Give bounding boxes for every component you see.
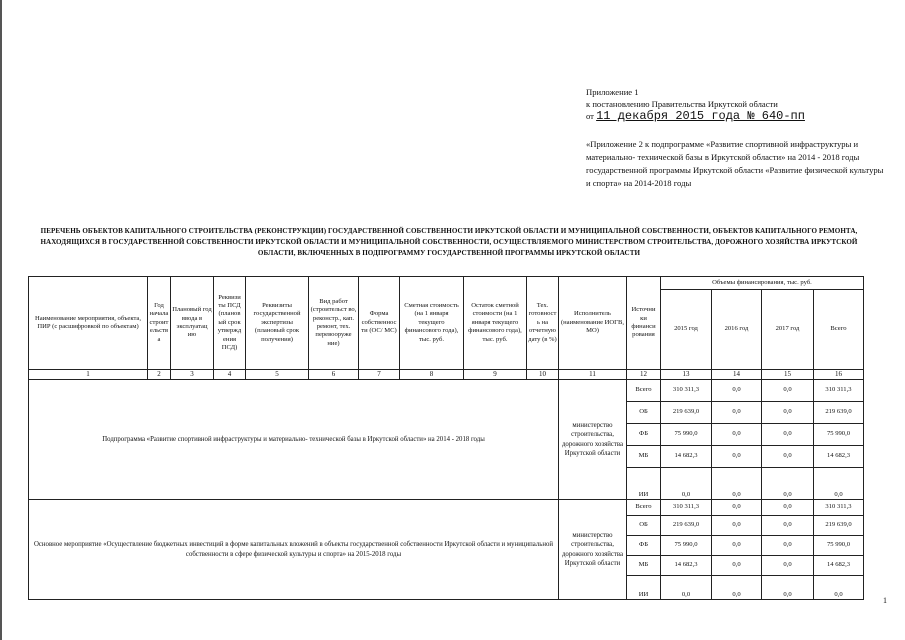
column-numbers-row: [29, 370, 864, 380]
source-cell: Всего: [627, 500, 661, 516]
col-number: 16: [814, 370, 864, 380]
table-row: [29, 380, 864, 402]
amount-total: 219 639,0: [814, 402, 864, 424]
amount-2017: 0,0: [762, 468, 814, 500]
source-cell: ОБ: [627, 516, 661, 536]
amount-total: 219 639,0: [814, 516, 864, 536]
amount-2015: 219 639,0: [661, 516, 712, 536]
col-number: 15: [762, 370, 814, 380]
amount-2015: 0,0: [661, 576, 712, 600]
source-cell: ОБ: [627, 402, 661, 424]
col-number: 3: [171, 370, 214, 380]
header-psd: Реквизи ты ПСД (планов ый срок утвержд ения ПСД): [214, 277, 246, 370]
header-2015: 2015 год: [661, 290, 712, 370]
amount-total: 0,0: [814, 468, 864, 500]
header-expertise: Реквизиты государственной экспертизы (плановый срок получения): [246, 277, 309, 370]
amount-2017: 0,0: [762, 500, 814, 516]
col-number: 9: [464, 370, 527, 380]
amount-2015: 75 990,0: [661, 424, 712, 446]
annex-line-2: к постановлению Правительства Иркутской области: [586, 99, 778, 109]
amount-2015: 14 682,3: [661, 446, 712, 468]
amount-2016: 0,0: [712, 536, 762, 556]
source-cell: ИИ: [627, 576, 661, 600]
amount-2015: 75 990,0: [661, 536, 712, 556]
source-cell: ФБ: [627, 536, 661, 556]
amount-2017: 0,0: [762, 424, 814, 446]
col-number: 14: [712, 370, 762, 380]
header-funding-group: Объемы финансирования, тыс. руб.: [661, 277, 864, 290]
header-planned-year: Плановый год ввода в эксплуатац ию: [171, 277, 214, 370]
amount-total: 310 311,3: [814, 500, 864, 516]
source-cell: ФБ: [627, 424, 661, 446]
subprogram-name: Подпрограмма «Развитие спортивной инфраструктуры и материально- технической базы в Иркутской области» на 2014 - 2018 годы: [29, 380, 559, 500]
amount-total: 75 990,0: [814, 424, 864, 446]
scan-edge: [0, 0, 2, 640]
amount-2017: 0,0: [762, 556, 814, 576]
col-number: 7: [359, 370, 400, 380]
header-start-year: Год начала строит ельств а: [148, 277, 171, 370]
annex-date-prefix: от: [586, 111, 594, 121]
objects-table: [28, 276, 864, 600]
amount-2015: 310 311,3: [661, 380, 712, 402]
amount-2015: 219 639,0: [661, 402, 712, 424]
col-number: 8: [400, 370, 464, 380]
amount-total: 75 990,0: [814, 536, 864, 556]
annex-line-3: [586, 110, 886, 122]
amount-2016: 0,0: [712, 446, 762, 468]
annex-quote: «Приложение 2 к подпрограмме «Развитие спортивной инфраструктуры и материально- технической базы в Иркутской области» на 2014 - 2018 годы государственной программы Иркутской области «Развитие физической культуры и спорта» на 2014-2018 годы: [586, 139, 884, 188]
col-number: 1: [29, 370, 148, 380]
col-number: 11: [559, 370, 627, 380]
amount-2016: 0,0: [712, 516, 762, 536]
annex-date-stamp: 11 декабря 2015 года № 640-пп: [596, 109, 805, 123]
executor-cell: министерство строительства, дорожного хозяйства Иркутской области: [559, 380, 627, 500]
source-cell: Всего: [627, 380, 661, 402]
amount-total: 310 311,3: [814, 380, 864, 402]
col-number: 13: [661, 370, 712, 380]
header-executor: Исполнитель (наименование ИОГВ, МО): [559, 277, 627, 370]
amount-total: 14 682,3: [814, 556, 864, 576]
header-2017: 2017 год: [762, 290, 814, 370]
amount-2017: 0,0: [762, 576, 814, 600]
executor-cell: министерство строительства, дорожного хозяйства Иркутской области: [559, 500, 627, 600]
amount-2017: 0,0: [762, 446, 814, 468]
annex-block: [586, 86, 886, 190]
amount-2017: 0,0: [762, 536, 814, 556]
amount-2016: 0,0: [712, 468, 762, 500]
page-number: 1: [883, 596, 887, 605]
col-number: 2: [148, 370, 171, 380]
col-number: 5: [246, 370, 309, 380]
amount-2016: 0,0: [712, 576, 762, 600]
amount-2016: 0,0: [712, 500, 762, 516]
annex-line-1: Приложение 1: [586, 87, 639, 97]
amount-2015: 14 682,3: [661, 556, 712, 576]
amount-2016: 0,0: [712, 556, 762, 576]
amount-2017: 0,0: [762, 380, 814, 402]
document-title: ПЕРЕЧЕНЬ ОБЪЕКТОВ КАПИТАЛЬНОГО СТРОИТЕЛЬСТВА (РЕКОНСТРУКЦИИ) ГОСУДАРСТВЕННОЙ СОБСТВЕННОСТИ ИРКУТСКОЙ ОБЛАСТИ И МУНИЦИПАЛЬНОЙ СОБСТВЕННОСТИ, ОБЪЕКТОВ КАПИТАЛЬНОГО РЕМОНТА, НАХОДЯЩИХСЯ В ГОСУДАРСТВЕННОЙ СОБСТВЕННОСТИ ИРКУТСКОЙ ОБЛАСТИ И МУНИЦИПАЛЬНОЙ СОБСТВЕННОСТИ, ОСУЩЕСТВЛЯЕМОГО МИНИСТЕРСТВОМ СТРОИТЕЛЬСТВА, ДОРОЖНОГО ХОЗЯЙСТВА ИРКУТСКОЙ ОБЛАСТИ, ВКЛЮЧЕННЫХ В ПОДПРОГРАММУ ГОСУДАРСТВЕННОЙ ПРОГРАММЫ ИРКУТСКОЙ ОБЛАСТИ: [40, 227, 858, 257]
header-name: Наименование мероприятия, объекта, ПИР (с расшифровкой по объектам): [29, 277, 148, 370]
col-number: 4: [214, 370, 246, 380]
header-estimate: Сметная стоимость (на 1 января текущего финансового года), тыс. руб.: [400, 277, 464, 370]
amount-2017: 0,0: [762, 402, 814, 424]
header-remainder: Остаток сметной стоимости (на 1 января текущего финансового года), тыс. руб.: [464, 277, 527, 370]
header-readiness: Тех. готовност ь на отчетную дату (в %): [527, 277, 559, 370]
header-work-type: Вид работ (строительст во, реконстр., кап. ремонт, тех. перевооруже ние): [309, 277, 359, 370]
amount-2015: 310 311,3: [661, 500, 712, 516]
source-cell: ИИ: [627, 468, 661, 500]
header-sources: Источни ки финанси рования: [627, 277, 661, 370]
amount-2015: 0,0: [661, 468, 712, 500]
col-number: 10: [527, 370, 559, 380]
amount-2016: 0,0: [712, 402, 762, 424]
header-2016: 2016 год: [712, 290, 762, 370]
amount-total: 0,0: [814, 576, 864, 600]
amount-2017: 0,0: [762, 516, 814, 536]
main-activity-name: Основное мероприятие «Осуществление бюджетных инвестиций в форме капитальных вложений в объекты государственной собственности Иркутской области и муниципальной собственности в сфере физической культуры и спорта» на 2015-2018 годы: [29, 500, 559, 600]
amount-total: 14 682,3: [814, 446, 864, 468]
col-number: 12: [627, 370, 661, 380]
table-row: [29, 500, 864, 516]
col-number: 6: [309, 370, 359, 380]
amount-2016: 0,0: [712, 424, 762, 446]
source-cell: МБ: [627, 446, 661, 468]
amount-2016: 0,0: [712, 380, 762, 402]
header-ownership: Форма собственнос ти (ОС/ МС): [359, 277, 400, 370]
source-cell: МБ: [627, 556, 661, 576]
header-total: Всего: [814, 290, 864, 370]
